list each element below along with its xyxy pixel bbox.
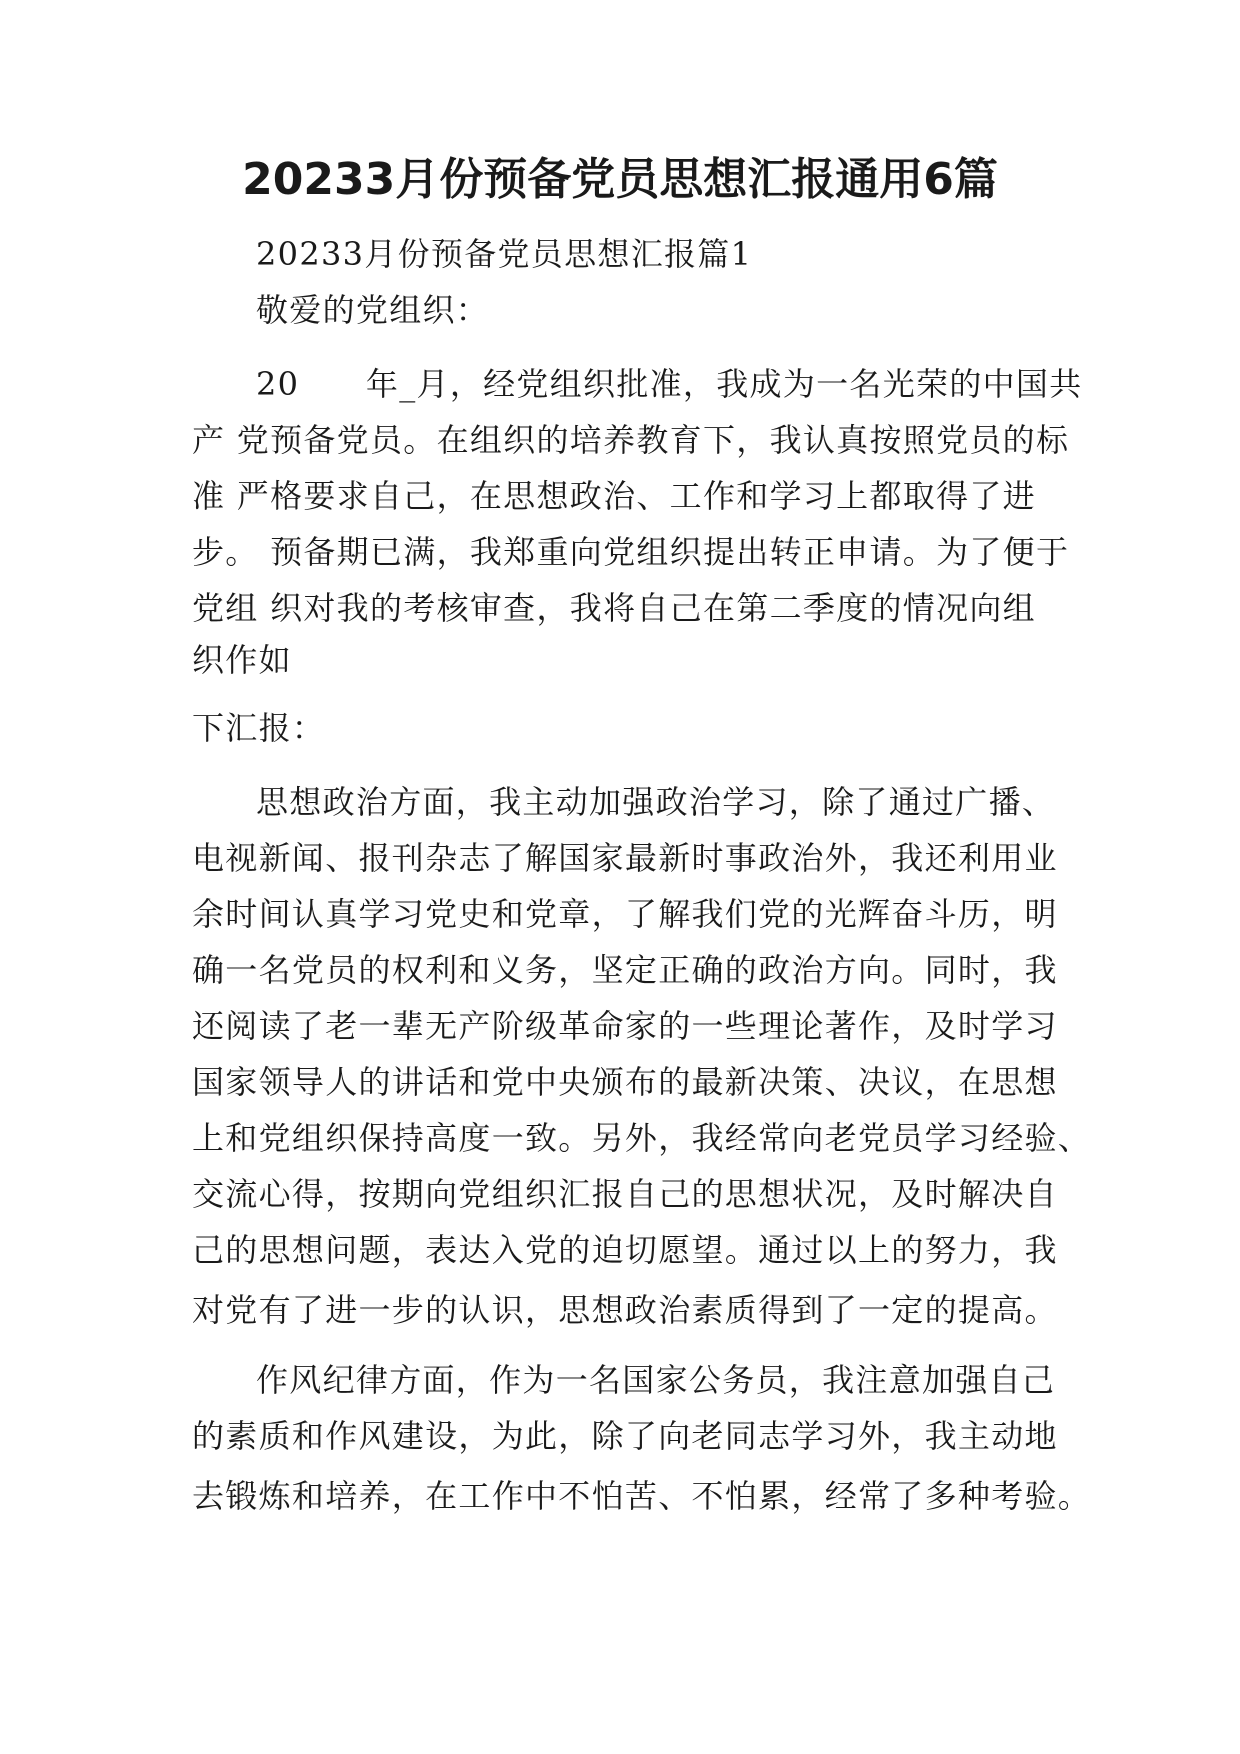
- paragraph-line: 上和党组织保持高度一致。另外，我经常向老党员学习经验、: [192, 1119, 1092, 1157]
- paragraph-line: 思想政治方面，我主动加强政治学习，除了通过广播、: [256, 783, 1056, 821]
- paragraph-line: 产 党预备党员。在组织的培养教育下，我认真按照党员的标: [192, 421, 1070, 459]
- section-heading: 20233月份预备党员思想汇报篇1: [256, 235, 753, 273]
- paragraph-line: 交流心得，按期向党组织汇报自己的思想状况，及时解决自: [192, 1175, 1058, 1213]
- paragraph-line: 电视新闻、报刊杂志了解国家最新时事政治外，我还利用业: [192, 839, 1058, 877]
- paragraph-line: 己的思想问题，表达入党的迫切愿望。通过以上的努力，我: [192, 1231, 1058, 1269]
- paragraph-line: 党组 织对我的考核审查，我将自己在第二季度的情况向组: [192, 589, 1036, 627]
- paragraph-line: 织作如: [192, 641, 292, 679]
- paragraph-line: 还阅读了老一辈无产阶级革命家的一些理论著作，及时学习: [192, 1007, 1058, 1045]
- paragraph-line: 的素质和作风建设，为此，除了向老同志学习外，我主动地: [192, 1417, 1058, 1455]
- paragraph-line: 下汇报：: [192, 709, 326, 747]
- paragraph-line: 对党有了进一步的认识，思想政治素质得到了一定的提高。: [192, 1291, 1058, 1329]
- paragraph-line: 去锻炼和培养，在工作中不怕苦、不怕累，经常了多种考验。: [192, 1477, 1092, 1515]
- salutation: 敬爱的党组织：: [256, 291, 490, 329]
- paragraph-line: 确一名党员的权利和义务，坚定正确的政治方向。同时，我: [192, 951, 1058, 989]
- document-title: 20233月份预备党员思想汇报通用6篇: [242, 154, 998, 205]
- paragraph-line: 准 严格要求自己，在思想政治、工作和学习上都取得了进: [192, 477, 1036, 515]
- paragraph-line: 国家领导人的讲话和党中央颁布的最新决策、决议，在思想: [192, 1063, 1058, 1101]
- paragraph-line: 作风纪律方面，作为一名国家公务员，我注意加强自己: [256, 1361, 1056, 1399]
- paragraph-line: 步。 预备期已满，我郑重向党组织提出转正申请。为了便于: [192, 533, 1070, 571]
- paragraph-line: 余时间认真学习党史和党章，了解我们党的光辉奋斗历，明: [192, 895, 1058, 933]
- paragraph-line: 20 年_月，经党组织批准，我成为一名光荣的中国共: [256, 365, 1083, 403]
